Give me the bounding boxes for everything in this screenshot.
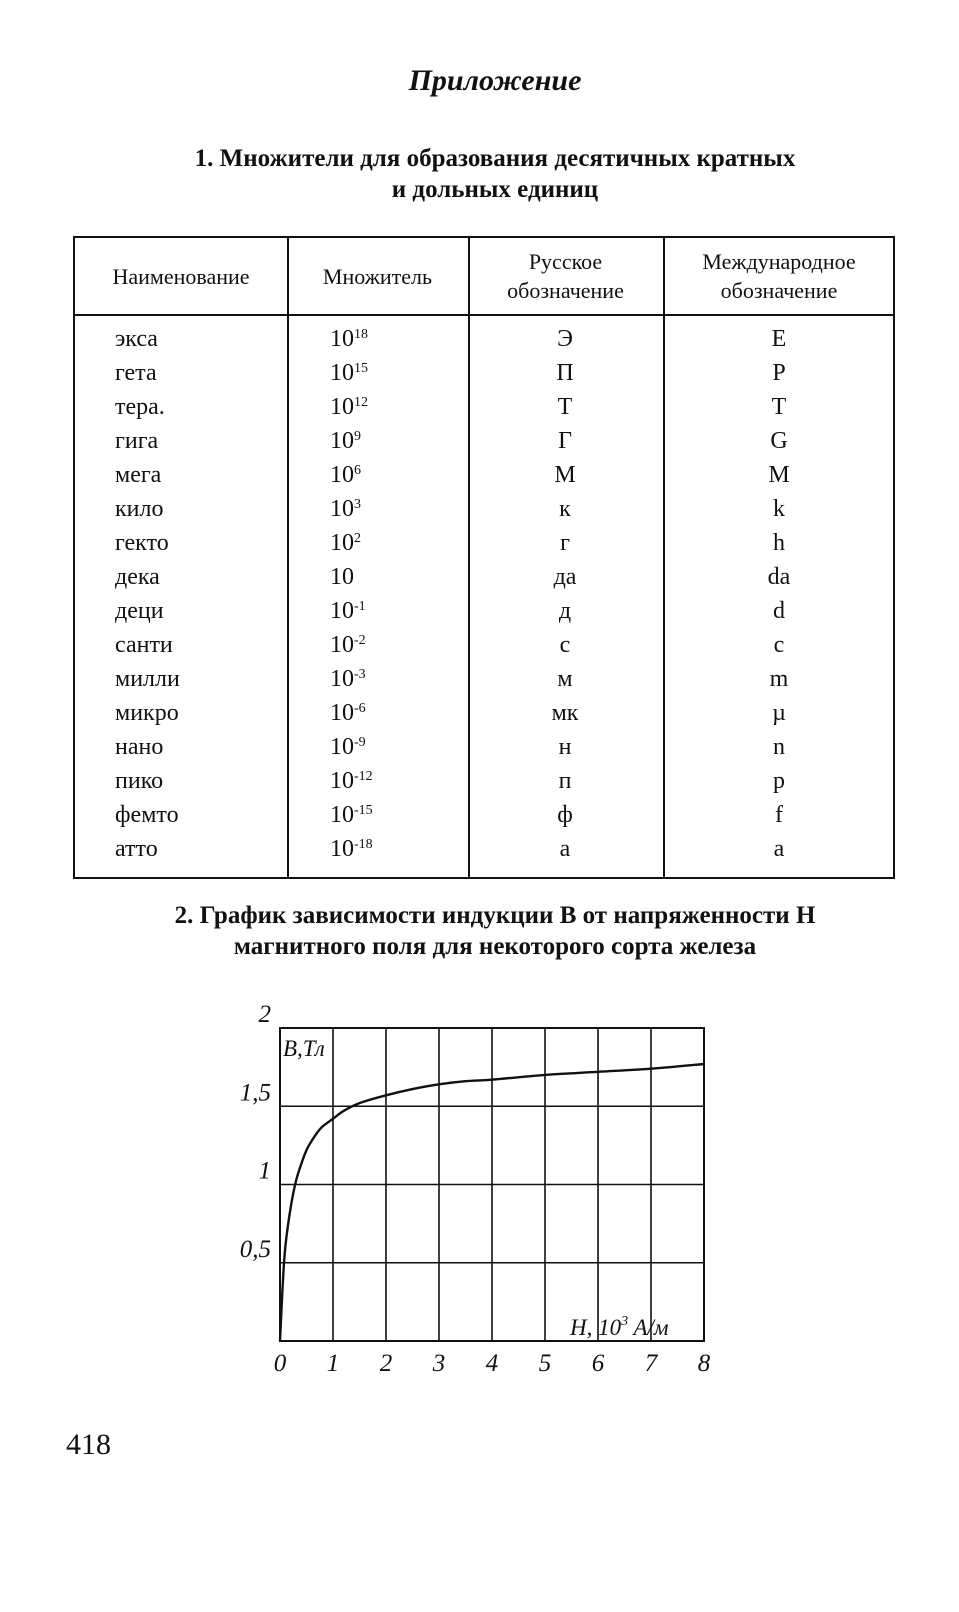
international-symbol: G [770,428,788,454]
multiplier-base: 10 [330,428,354,454]
prefix-name: гекто [115,530,169,556]
multiplier-exponent: 15 [354,361,368,376]
prefix-name: кило [115,496,164,522]
y-tick-label: 1 [258,1157,271,1185]
x-tick-label: 1 [326,1350,340,1377]
section2-title-line1: 2. График зависимости индукции В от напряженности Н [174,902,816,929]
russian-symbol: П [556,360,574,386]
prefix-name: экса [115,326,158,352]
russian-symbol: М [554,462,576,488]
x-axis-label [569,1314,669,1340]
multiplier-base: 10 [330,326,354,352]
russian-symbol: н [558,734,572,760]
russian-symbol: д [558,598,572,624]
header-multiplier: Множитель [322,263,433,289]
international-symbol: m [769,666,789,692]
x-tick-label: 2 [379,1350,393,1377]
international-symbol: µ [772,700,786,726]
header-name: Наименование [112,263,250,289]
prefix-name: милли [115,666,180,692]
prefix-name: мега [115,462,162,488]
russian-symbol: м [557,666,573,692]
russian-symbol: да [553,564,577,590]
international-symbol: da [767,564,791,590]
section1-title-line1: 1. Множители для образования десятичных кратных [194,145,796,172]
prefix-name: нано [115,734,164,760]
international-symbol: a [773,836,785,862]
prefix-name: фемто [115,802,179,828]
x-axis-label-prefix: H, 10 [570,1315,622,1340]
multiplier-exponent: 9 [354,429,361,444]
multiplier-exponent: -12 [354,769,373,784]
x-tick-label: 8 [697,1350,711,1377]
multiplier-exponent: -6 [354,701,366,716]
y-tick-label: 1,5 [239,1079,271,1107]
multiplier-base: 10 [330,836,354,862]
prefix-name: гига [115,428,159,454]
international-symbol: d [773,598,785,624]
russian-symbol: г [560,530,570,556]
x-axis-label-suffix: A/м [628,1315,669,1340]
multiplier-base: 10 [330,598,354,624]
x-tick-label: 3 [432,1350,446,1377]
russian-symbol: Э [557,326,573,352]
x-tick-label: 6 [591,1350,605,1377]
international-symbol: f [775,802,783,828]
prefix-name: пико [115,768,164,794]
multiplier-base: 10 [330,394,354,420]
russian-symbol: с [559,632,571,658]
multiplier-base: 10 [330,530,354,556]
multiplier-base: 10 [330,768,354,794]
multiplier-exponent: 18 [354,327,368,342]
x-tick-label: 5 [538,1350,552,1377]
multiplier-base: 10 [330,564,354,590]
prefix-name: деци [115,598,164,624]
multiplier-exponent: 12 [354,395,368,410]
prefix-name: атто [115,836,158,862]
x-tick-label: 4 [485,1350,499,1377]
x-tick-label: 7 [644,1350,658,1377]
russian-symbol: ф [557,802,573,828]
international-symbol: n [773,734,785,760]
multiplier-base: 10 [330,496,354,522]
russian-symbol: п [558,768,572,794]
section1-title-line2: и дольных единиц [391,176,599,203]
international-symbol: c [773,632,785,658]
multiplier-exponent: -2 [354,633,366,648]
international-symbol: P [772,360,786,386]
prefix-name: тера. [115,394,165,420]
international-symbol: h [773,530,785,556]
multiplier-exponent: 2 [354,531,361,546]
section2-title-line2: магнитного поля для некоторого сорта железа [233,933,757,960]
russian-symbol: а [559,836,571,862]
multiplier-exponent: -9 [354,735,366,750]
prefix-name: санти [115,632,173,658]
international-symbol: E [771,326,787,352]
international-symbol: k [773,496,785,522]
header-international: Международное обозначение [702,249,856,303]
international-symbol: M [768,462,790,488]
prefix-name: гета [115,360,157,386]
russian-symbol: Г [558,428,572,454]
x-axis-label-exponent: 3 [621,1314,629,1329]
multiplier-base: 10 [330,734,354,760]
international-symbol: p [773,768,785,794]
multiplier-base: 10 [330,802,354,828]
multiplier-base: 10 [330,462,354,488]
russian-symbol: мк [551,700,579,726]
y-axis-label: B,Тл [283,1036,325,1061]
russian-symbol: к [559,496,571,522]
multiplier-exponent: -18 [354,837,373,852]
prefix-name: микро [115,700,179,726]
x-tick-label: 0 [273,1350,287,1377]
multiplier-base: 10 [330,632,354,658]
header-russian: Русское обозначение [507,249,624,303]
page-number: 418 [66,1428,111,1461]
multiplier-exponent: -1 [354,599,366,614]
multiplier-exponent: 6 [354,463,361,478]
y-tick-label: 0,5 [239,1235,271,1263]
multiplier-exponent: -15 [354,803,373,818]
russian-symbol: Т [557,394,573,420]
y-tick-label: 2 [258,1001,271,1028]
multiplier-base: 10 [330,700,354,726]
international-symbol: T [771,394,787,420]
appendix-title: Приложение [408,64,582,97]
prefix-name: дека [115,564,160,590]
multiplier-exponent: 3 [354,497,361,512]
multiplier-base: 10 [330,666,354,692]
multiplier-base: 10 [330,360,354,386]
multiplier-exponent: -3 [354,667,366,682]
